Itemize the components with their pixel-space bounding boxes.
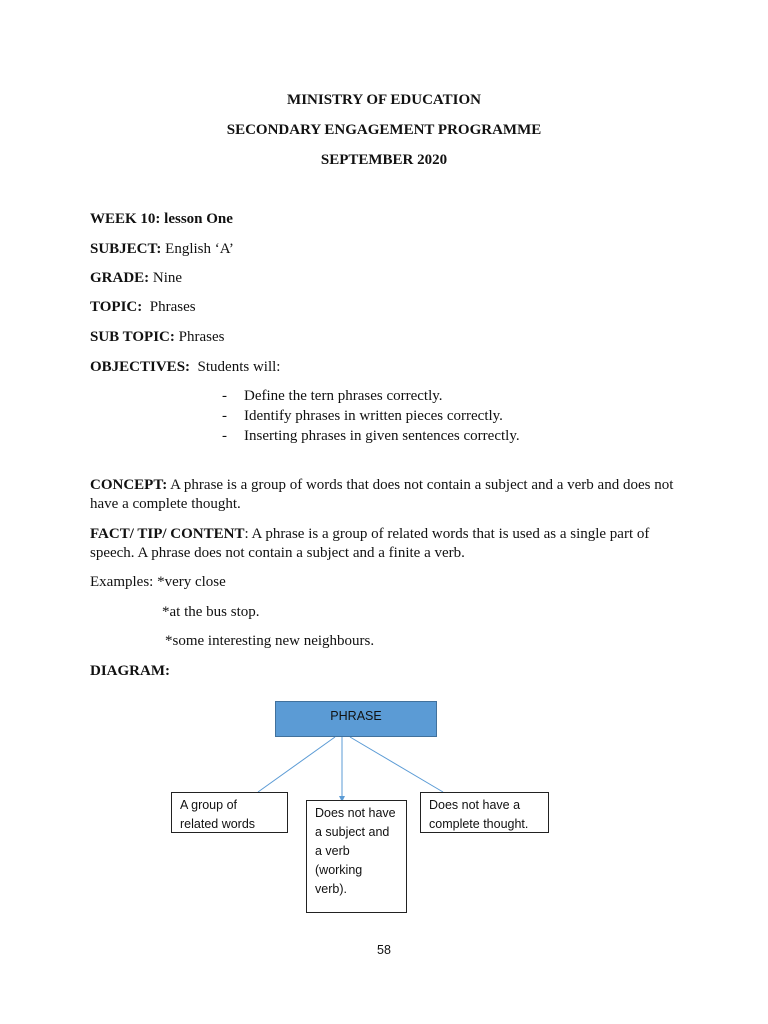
box-line: related words (180, 817, 256, 831)
examples-line (90, 574, 226, 591)
subject-value: English ‘A’ (161, 241, 234, 257)
topic-label: TOPIC: (90, 299, 143, 315)
objective-text: Inserting phrases in given sentences correctly. (244, 428, 520, 444)
example-item: *very close (157, 574, 226, 590)
objective-item: - Identify phrases in written pieces correctly. (222, 408, 503, 424)
concept-paragraph (90, 476, 680, 514)
objective-text: Define the tern phrases correctly. (244, 388, 443, 404)
diagram-box-right (420, 792, 549, 833)
example-item: *at the bus stop. (162, 604, 260, 620)
box-line: verb). (315, 882, 347, 896)
fact-text: : A phrase is a group of related words that is used as a single part of speech. A phrase does not contain a subject and a finite a verb. (90, 526, 650, 561)
diagram-box-left (171, 792, 288, 833)
page-number: 58 (377, 943, 391, 957)
objectives-value: Students will: (190, 359, 281, 375)
fact-paragraph (90, 525, 680, 563)
subject-line (90, 241, 234, 258)
connector-right (350, 737, 443, 792)
box-line: Does not have a (429, 798, 521, 812)
phrase-root-box: PHRASE (275, 701, 437, 737)
objective-item: - Inserting phrases in given sentences correctly. (222, 428, 520, 444)
box-line: complete thought. (429, 817, 529, 831)
grade-value: Nine (149, 270, 183, 286)
objective-item: - Define the tern phrases correctly. (222, 388, 443, 404)
subtopic-label: SUB TOPIC: (90, 329, 175, 345)
grade-line (90, 270, 182, 287)
objective-text: Identify phrases in written pieces correctly. (244, 408, 503, 424)
grade-label: GRADE: (90, 270, 150, 286)
subtopic-value: Phrases (174, 329, 225, 345)
box-line: A group of (180, 798, 237, 812)
box-line: Does not have (315, 806, 396, 820)
objectives-label: OBJECTIVES: (90, 359, 191, 375)
concept-text: A phrase is a group of words that does not contain a subject and a verb and does not have a complete thought. (90, 477, 674, 512)
date-heading: SEPTEMBER 2020 (320, 152, 448, 168)
programme-heading: SECONDARY ENGAGEMENT PROGRAMME (226, 122, 542, 138)
box-line: a verb (315, 844, 350, 858)
diagram-box-middle (306, 800, 407, 913)
ministry-heading: MINISTRY OF EDUCATION (287, 92, 481, 108)
objectives-line (90, 359, 280, 376)
topic-value: Phrases (142, 299, 196, 315)
diagram-label: DIAGRAM: (90, 663, 170, 679)
subtopic-line (90, 329, 224, 346)
example-item: *some interesting new neighbours. (165, 633, 375, 649)
subject-label: SUBJECT: (90, 241, 162, 257)
topic-line (90, 299, 196, 316)
box-line: a subject and (315, 825, 390, 839)
concept-label: CONCEPT: (90, 477, 168, 493)
fact-label: FACT/ TIP/ CONTENT (90, 526, 245, 542)
connector-left (258, 737, 335, 792)
box-line: (working (315, 863, 363, 877)
week-line: WEEK 10: lesson One (90, 211, 233, 227)
examples-label: Examples: (90, 574, 158, 590)
